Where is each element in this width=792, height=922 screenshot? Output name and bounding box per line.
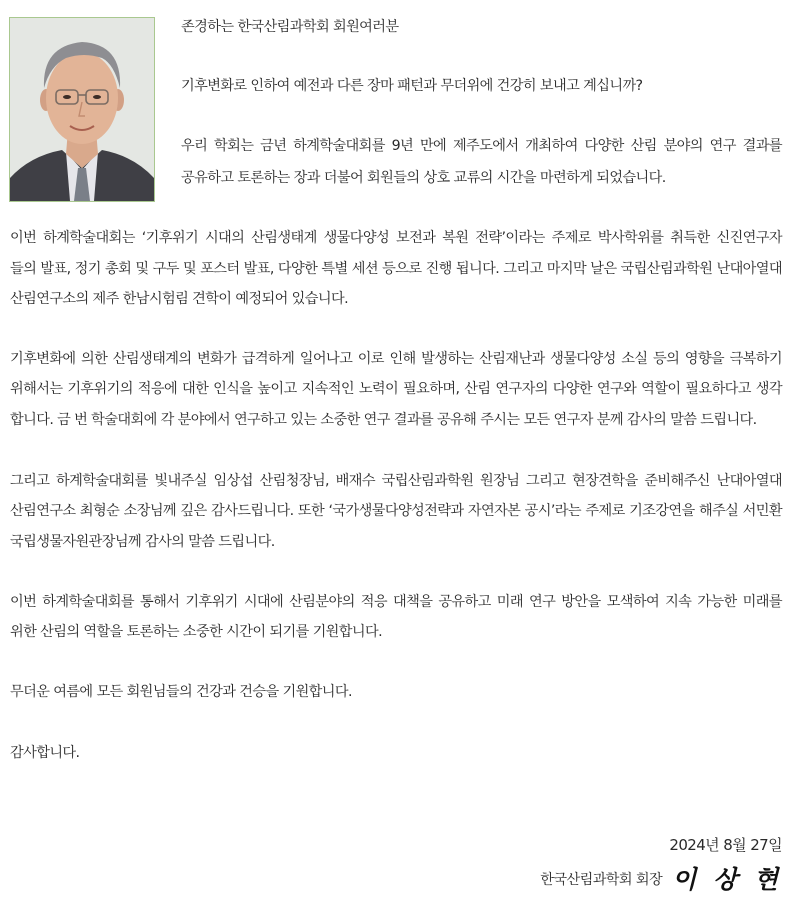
paragraph-theme-line: 산림연구소의 제주 한남시험림 견학이 예정되어 있습니다. <box>10 291 348 307</box>
paragraph-thanks-line: 국립생물자원관장님께 감사의 말씀 드립니다. <box>10 534 275 550</box>
paragraph-climate-line: 합니다. 금 번 학술대회에 각 분야에서 연구하고 있는 소중한 연구 결과를 공유해 주시는 모든 연구자 분께 감사의 말씀 드립니다. <box>10 412 757 428</box>
paragraph-theme-line: 이번 하계학술대회는 ‘기후위기 시대의 산림생태계 생물다양성 보전과 복원 전략’이라는 주제로 박사학위를 취득한 신진연구자 <box>10 230 782 246</box>
paragraph-thanks-line: 그리고 하계학술대회를 빛내주실 임상섭 산림청장님, 배재수 국립산림과학원 원장님 그리고 현장견학을 준비해주신 난대아열대 <box>10 473 782 489</box>
paragraph-wish-line: 이번 하계학술대회를 통해서 기후위기 시대에 산림분야의 적응 대책을 공유하고 미래 연구 방안을 모색하여 지속 가능한 미래를 <box>10 594 782 610</box>
paragraph-wish-line: 위한 산림의 역할을 토론하는 소중한 시간이 되기를 기원합니다. <box>10 624 383 640</box>
greeting-line: 존경하는 한국산림과학회 회원여러분 <box>181 19 399 35</box>
letter-date: 2024년 8월 27일 <box>669 836 782 854</box>
president-photo <box>9 17 155 202</box>
thanks-line: 감사합니다. <box>10 745 80 761</box>
paragraph-theme-line: 들의 발표, 정기 총회 및 구두 및 포스터 발표, 다양한 특별 세션 등으로 진행 됩니다. 그리고 마지막 날은 국립산림과학원 난대아열대 <box>10 261 782 277</box>
question-line: 기후변화로 인하여 예전과 다른 장마 패턴과 무더위에 건강히 보내고 계십니까? <box>181 78 643 94</box>
paragraph-thanks-line: 산림연구소 최형순 소장님께 깊은 감사드립니다. 또한 ‘국가생물다양성전략과 자연자본 공시’라는 주제로 기조강연을 해주실 서민환 <box>10 503 782 519</box>
intro-paragraph-line: 우리 학회는 금년 하계학술대회를 9년 만에 제주도에서 개최하여 다양한 산림 분야의 연구 결과를 <box>181 138 782 154</box>
signer-title: 한국산림과학회 회장 <box>540 872 663 888</box>
intro-paragraph-line: 공유하고 토론하는 장과 더불어 회원들의 상호 교류의 시간을 마련하게 되었습니다. <box>181 170 666 186</box>
signer-signature: 이 상 현 <box>672 865 782 894</box>
paragraph-climate-line: 위해서는 기후위기의 적응에 대한 인식을 높이고 지속적인 노력이 필요하며, 산림 연구자의 다양한 연구와 역할이 필요하다고 생각 <box>10 381 782 397</box>
paragraph-health-wish: 무더운 여름에 모든 회원님들의 건강과 건승을 기원합니다. <box>10 684 352 700</box>
signature-block <box>540 862 782 898</box>
paragraph-climate-line: 기후변화에 의한 산림생태계의 변화가 급격하게 일어나고 이로 인해 발생하는 산림재난과 생물다양성 소실 등의 영향을 극복하기 <box>10 351 782 367</box>
